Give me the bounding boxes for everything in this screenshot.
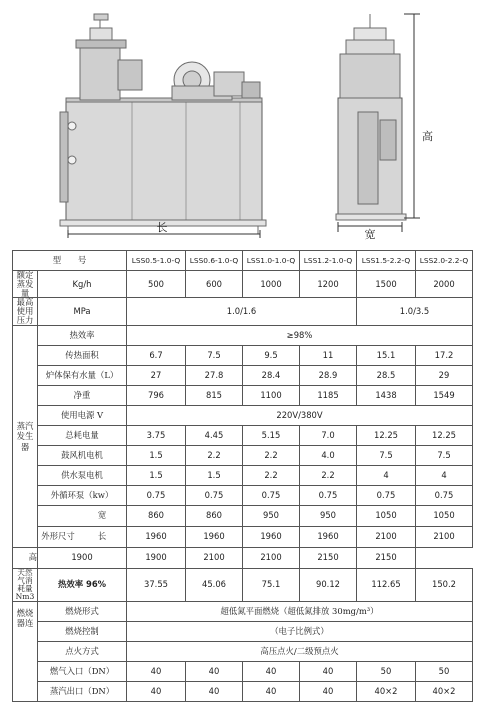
- net-weight-value: 1185: [300, 385, 357, 405]
- fan-motor-label: 鼓风机电机: [38, 445, 127, 465]
- gas-value: 90.12: [300, 568, 357, 601]
- table-row-burner-control: [13, 621, 473, 641]
- dims-width-value: 950: [243, 505, 300, 526]
- net-weight-value: 1549: [416, 385, 473, 405]
- net-weight-value: 1100: [243, 385, 300, 405]
- dims-height-value: 1900: [38, 547, 127, 568]
- dims-height-value: 2100: [186, 547, 243, 568]
- dims-group-label: 外形尺寸: [41, 531, 75, 542]
- total-power-value: 4.45: [186, 425, 243, 445]
- total-power-value: 12.25: [357, 425, 416, 445]
- heat-area-label: 传热面积: [38, 345, 127, 365]
- gas-value: 75.1: [243, 568, 300, 601]
- circ-pump-value: 0.75: [127, 485, 186, 505]
- fan-motor-value: 7.5: [416, 445, 473, 465]
- burner-type-value: 超低氮平面燃烧（超低氮排放 30mg/m³）: [127, 601, 473, 621]
- boiler-elevation-views: [0, 0, 480, 246]
- table-row-capacity: [13, 271, 473, 298]
- front-view: [60, 14, 266, 238]
- capacity-label: 额定蒸发量: [13, 271, 38, 298]
- fan-motor-value: 2.2: [186, 445, 243, 465]
- gas-value: 112.65: [357, 568, 416, 601]
- gas-value: 37.55: [127, 568, 186, 601]
- capacity-value: 1200: [300, 271, 357, 298]
- water-volume-value: 28.9: [300, 365, 357, 385]
- dims-width-value: 860: [186, 505, 243, 526]
- table-row-dims-length: [13, 526, 473, 547]
- heat-area-value: 7.5: [186, 345, 243, 365]
- capacity-unit: Kg/h: [38, 271, 127, 298]
- gas-value: 45.06: [186, 568, 243, 601]
- net-weight-label: 净重: [38, 385, 127, 405]
- heat-area-value: 15.1: [357, 345, 416, 365]
- dims-height-value: 2150: [357, 547, 416, 568]
- dims-length-value: 1960: [186, 526, 243, 547]
- gas-label: 天然气消耗量 Nm3: [13, 568, 38, 601]
- dims-width-value: 1050: [416, 505, 473, 526]
- water-volume-value: 27: [127, 365, 186, 385]
- gas-inlet-value: 40: [243, 661, 300, 681]
- gas-inlet-value: 40: [186, 661, 243, 681]
- water-volume-value: 29: [416, 365, 473, 385]
- burner-type-label: 燃烧形式: [38, 601, 127, 621]
- table-row-dims-width: [13, 505, 473, 526]
- dims-height-label: 高: [28, 552, 37, 563]
- front-body: [66, 100, 262, 222]
- model-name: LSS0.6-1.0-Q: [186, 251, 243, 271]
- table-row-water-volume: [13, 365, 473, 385]
- capacity-value: 2000: [416, 271, 473, 298]
- power-supply-label: 使用电源 V: [38, 405, 127, 425]
- dims-label-cell: [38, 526, 127, 547]
- pump-motor-label: 供水泵电机: [38, 465, 127, 485]
- dims-length-label: 长: [97, 531, 107, 542]
- gas-inlet-label: 燃气入口（DN）: [38, 661, 127, 681]
- side-burner-tower: [340, 54, 400, 98]
- length-dimension-label: 长: [156, 221, 168, 234]
- table-row-header: [13, 251, 473, 271]
- burner-tower: [80, 46, 120, 100]
- dims-height-value: 1900: [127, 547, 186, 568]
- fan-motor-value: 2.2: [243, 445, 300, 465]
- table-row-net-weight: [13, 385, 473, 405]
- steam-outlet-value: 40: [127, 681, 186, 701]
- ignition-label: 点火方式: [38, 641, 127, 661]
- pump-motor-value: 1.5: [186, 465, 243, 485]
- gas-sub-label: 热效率 96%: [38, 568, 127, 601]
- table-row-burner-type: [13, 601, 473, 621]
- burner-control-label: 燃烧控制: [38, 621, 127, 641]
- boiler-drawing: [0, 0, 480, 246]
- dims-width-value: 1050: [357, 505, 416, 526]
- gas-inlet-value: 40: [300, 661, 357, 681]
- fan-motor-value: 7.5: [357, 445, 416, 465]
- pump-motor-value: 2.2: [300, 465, 357, 485]
- dims-label-cell: [38, 505, 127, 526]
- model-header-label: 型 号: [13, 251, 127, 271]
- heat-area-value: 6.7: [127, 345, 186, 365]
- pump-motor-value: 1.5: [127, 465, 186, 485]
- gas-inlet-value: 50: [416, 661, 473, 681]
- model-name: LSS0.5-1.0-Q: [127, 251, 186, 271]
- water-volume-value: 27.8: [186, 365, 243, 385]
- fan-motor-value: 4.0: [300, 445, 357, 465]
- pump-motor-value: 4: [416, 465, 473, 485]
- capacity-value: 1000: [243, 271, 300, 298]
- pressure-label: 最高使用压力: [13, 298, 38, 325]
- circ-pump-label: 外循环泵（kw）: [38, 485, 127, 505]
- dims-width-value: 860: [127, 505, 186, 526]
- water-volume-label: 炉体保有水量（L）: [38, 365, 127, 385]
- circ-pump-value: 0.75: [243, 485, 300, 505]
- table-row-power-supply: [13, 405, 473, 425]
- table-row-ignition: [13, 641, 473, 661]
- dims-height-value: 2100: [243, 547, 300, 568]
- net-weight-value: 796: [127, 385, 186, 405]
- steam-outlet-value: 40×2: [357, 681, 416, 701]
- burner-control-value: （电子比例式）: [127, 621, 473, 641]
- steam-outlet-value: 40×2: [416, 681, 473, 701]
- pressure-value-a: 1.0/1.6: [127, 298, 357, 325]
- table-row-steam-outlet: [13, 681, 473, 701]
- steam-outlet-value: 40: [243, 681, 300, 701]
- heat-area-value: 11: [300, 345, 357, 365]
- pressure-unit: MPa: [38, 298, 127, 325]
- circ-pump-value: 0.75: [357, 485, 416, 505]
- circ-pump-value: 0.75: [186, 485, 243, 505]
- dims-length-value: 1960: [300, 526, 357, 547]
- steam-outlet-label: 蒸汽出口（DN）: [38, 681, 127, 701]
- gas-value: 150.2: [416, 568, 473, 601]
- gas-inlet-value: 40: [127, 661, 186, 681]
- model-name: LSS1.2-1.0-Q: [300, 251, 357, 271]
- model-name: LSS2.0-2.2-Q: [416, 251, 473, 271]
- power-supply-value: 220V/380V: [127, 405, 473, 425]
- table-row-pump-motor: [13, 465, 473, 485]
- steam-generator-group-label: 蒸汽发生器: [13, 325, 38, 547]
- dims-length-value: 2100: [416, 526, 473, 547]
- dims-label-cell: [13, 547, 38, 568]
- gas-inlet-value: 50: [357, 661, 416, 681]
- heat-area-value: 9.5: [243, 345, 300, 365]
- fan-motor-value: 1.5: [127, 445, 186, 465]
- dims-length-value: 2100: [357, 526, 416, 547]
- pump-motor-value: 4: [357, 465, 416, 485]
- circ-pump-value: 0.75: [300, 485, 357, 505]
- dims-width-value: 950: [300, 505, 357, 526]
- table-row-fan-motor: [13, 445, 473, 465]
- model-name: LSS1.0-1.0-Q: [243, 251, 300, 271]
- steam-outlet-value: 40: [300, 681, 357, 701]
- water-volume-value: 28.5: [357, 365, 416, 385]
- table-row-efficiency: [13, 325, 473, 345]
- total-power-value: 12.25: [416, 425, 473, 445]
- water-volume-value: 28.4: [243, 365, 300, 385]
- side-view: [336, 14, 420, 232]
- pump-motor-value: 2.2: [243, 465, 300, 485]
- burner-group-label: 燃烧器连: [13, 601, 38, 701]
- heat-area-value: 17.2: [416, 345, 473, 365]
- capacity-value: 500: [127, 271, 186, 298]
- width-dimension-label: 宽: [364, 228, 376, 241]
- dims-length-value: 1960: [127, 526, 186, 547]
- table-row-gas-inlet: [13, 661, 473, 681]
- spec-table: [12, 250, 473, 702]
- dims-width-label: 宽: [97, 510, 107, 521]
- dims-height-value: 2150: [300, 547, 357, 568]
- circ-pump-value: 0.75: [416, 485, 473, 505]
- total-power-value: 5.15: [243, 425, 300, 445]
- total-power-label: 总耗电量: [38, 425, 127, 445]
- pressure-value-b: 1.0/3.5: [357, 298, 473, 325]
- table-row-heat-area: [13, 345, 473, 365]
- steam-outlet-value: 40: [186, 681, 243, 701]
- table-row-pressure: [13, 298, 473, 325]
- table-row-total-power: [13, 425, 473, 445]
- net-weight-value: 1438: [357, 385, 416, 405]
- table-row-gas: [13, 568, 473, 601]
- ignition-value: 高压点火/二级预点火: [127, 641, 473, 661]
- capacity-value: 600: [186, 271, 243, 298]
- net-weight-value: 815: [186, 385, 243, 405]
- table-row-circ-pump: [13, 485, 473, 505]
- dims-length-value: 1960: [243, 526, 300, 547]
- height-dimension-label: 高: [422, 130, 433, 143]
- capacity-value: 1500: [357, 271, 416, 298]
- total-power-value: 7.0: [300, 425, 357, 445]
- total-power-value: 3.75: [127, 425, 186, 445]
- table-row-dims-height: [13, 547, 473, 568]
- model-name: LSS1.5-2.2-Q: [357, 251, 416, 271]
- efficiency-value: ≥98%: [127, 325, 473, 345]
- efficiency-label: 热效率: [38, 325, 127, 345]
